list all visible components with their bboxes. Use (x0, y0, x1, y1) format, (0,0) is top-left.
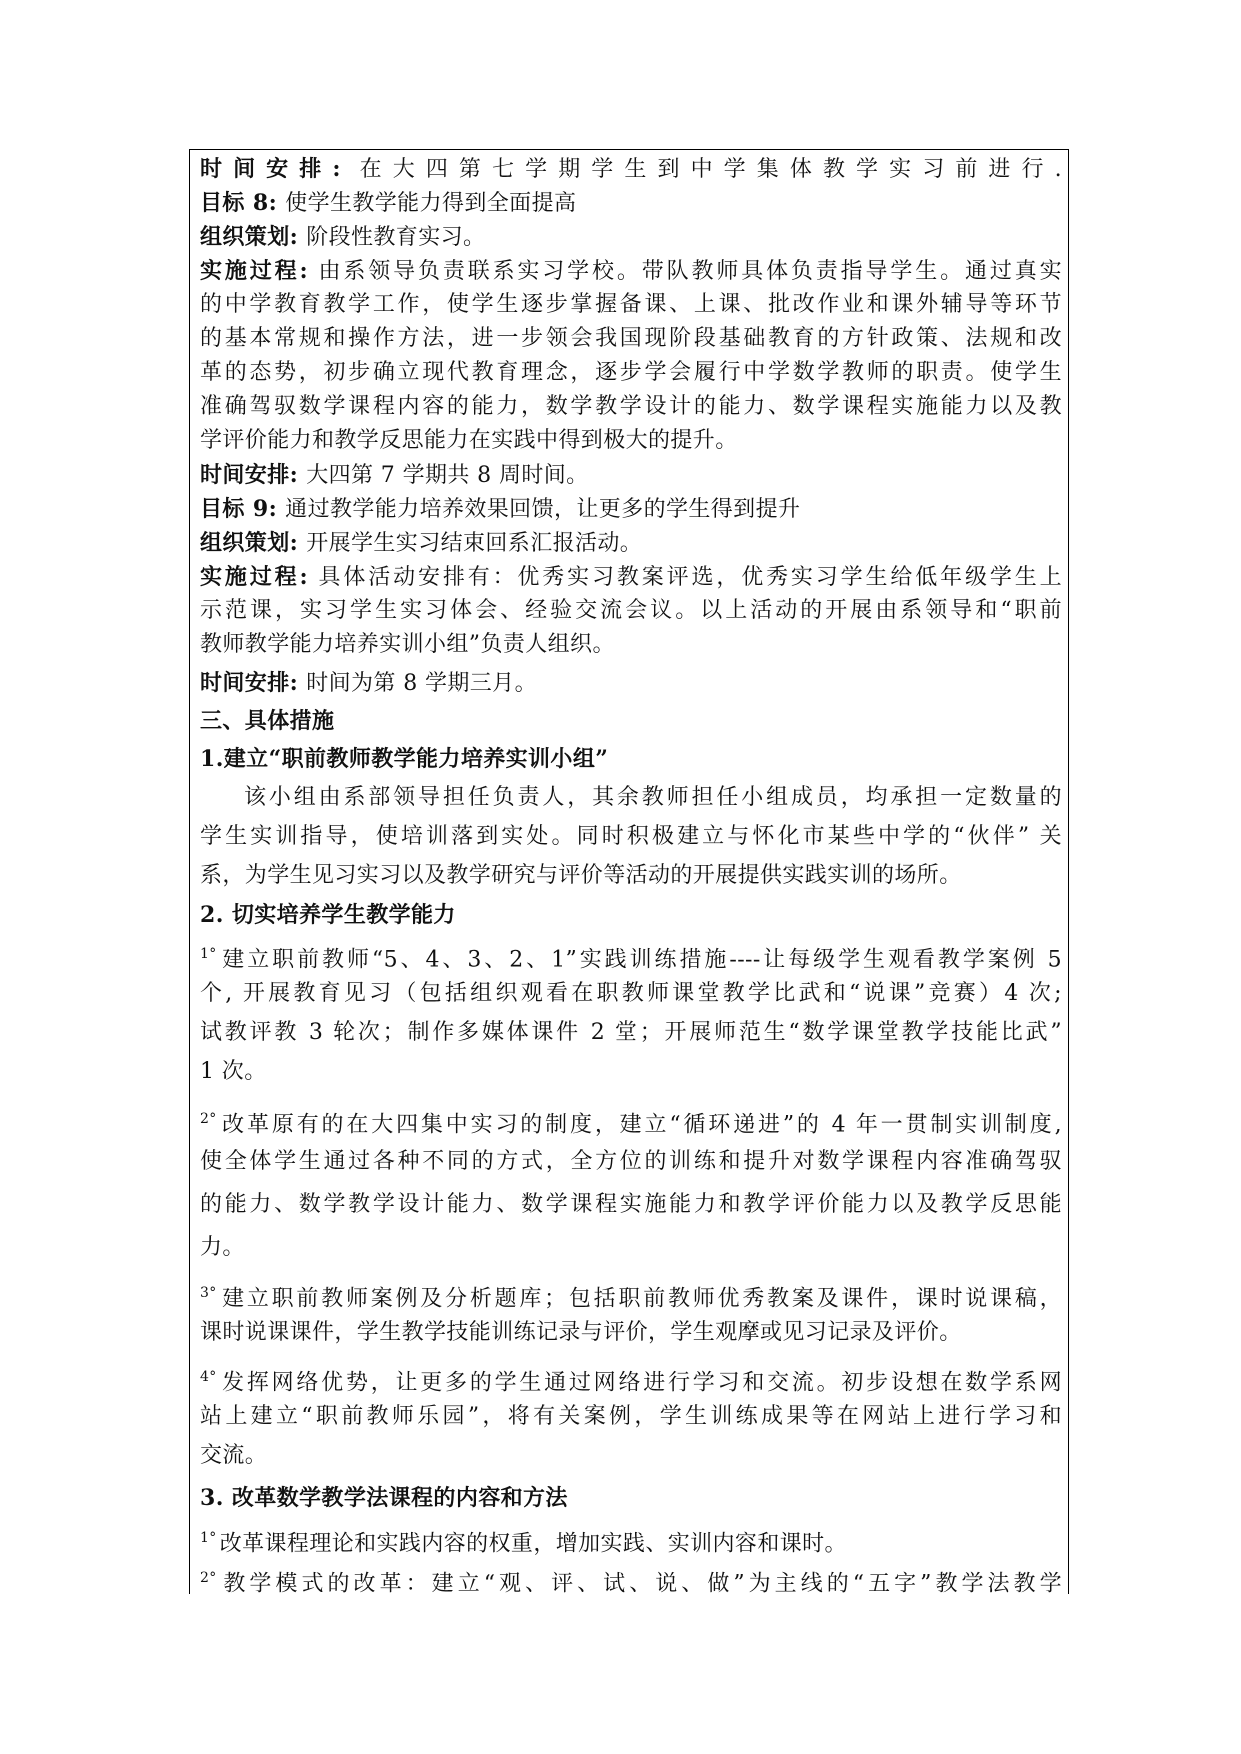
text-line: $^{1^\circ}$ 改革课程理论和实践内容的权重，增加实践、实训内容和课时。 (200, 1530, 847, 1557)
section-heading: 三、具体措施 (200, 708, 335, 734)
text-line: $^{3^\circ}$ 建立职前教师案例及分析题库；包括职前教师优秀教案及课件，课时说课稿， (200, 1285, 1062, 1312)
text-line: 的能力、数学教学设计能力、数学课程实施能力和教学评价能力以及教学反思能 (200, 1192, 1062, 1217)
text-line: 站上建立“职前教师乐园”，将有关案例，学生训练成果等在网站上进行学习和 (200, 1404, 1062, 1429)
text-line: 1 次。 (200, 1059, 267, 1084)
text-line: 学生实训指导，使培训落到实处。同时积极建立与怀化市某些中学的“伙伴” 关 (200, 824, 1062, 849)
text-line: 准确驾驭数学课程内容的能力，数学教学设计的能力、数学课程实施能力以及教 (200, 394, 1062, 419)
text-line: 交流。 (200, 1443, 268, 1468)
text-line: 学评价能力和教学反思能力在实践中得到极大的提升。 (200, 428, 738, 453)
text-line: 该小组由系部领导担任负责人，其余教师担任小组成员，均承担一定数量的 (244, 785, 1062, 810)
text-line: $^{1^\circ}$ 建立职前教师“5、4、3、2、1”实践训练措施----让每级学生观看教学案例 5 (200, 946, 1062, 973)
text-line: 示范课，实习学生实习体会、经验交流会议。以上活动的开展由系领导和“职前 (200, 598, 1062, 623)
section-heading: 1.建立“职前教师教学能力培养实训小组” (200, 746, 609, 772)
text-line: 试教评教 3 轮次；制作多媒体课件 2 堂；开展师范生“数学课堂教学技能比武” (200, 1020, 1062, 1045)
text-line: 教师教学能力培养实训小组”负责人组织。 (200, 632, 615, 657)
text-line: 组织策划: 开展学生实习结束回系汇报活动。 (200, 530, 643, 556)
text-line: 力。 (200, 1235, 245, 1260)
text-line: 实施过程: 具体活动安排有：优秀实习教案评选，优秀实习学生给低年级学生上 (200, 564, 1062, 590)
text-line: 时间安排: 在大四第七学期学生到中学集体教学实习前进行. (200, 156, 1062, 182)
text-line: 个, 开展教育见习（包括组织观看在职教师课堂教学比武和“说课”竞赛）4 次; (200, 981, 1062, 1006)
text-line: 组织策划: 阶段性教育实习。 (200, 224, 486, 250)
text-line: 使全体学生通过各种不同的方式，全方位的训练和提升对数学课程内容准确驾驭 (200, 1149, 1062, 1174)
text-line: $^{4^\circ}$ 发挥网络优势，让更多的学生通过网络进行学习和交流。初步设想在数学系网 (200, 1369, 1062, 1396)
text-line: 系，为学生见习实习以及教学研究与评价等活动的开展提供实践实训的场所。 (200, 863, 962, 888)
text-line: 课时说课课件，学生教学技能训练记录与评价，学生观摩或见习记录及评价。 (200, 1320, 962, 1345)
text-line: 的基本常规和操作方法，进一步领会我国现阶段基础教育的方针政策、法规和改 (200, 326, 1062, 351)
text-line: 的中学教育教学工作，使学生逐步掌握备课、上课、批改作业和课外辅导等环节 (200, 292, 1062, 317)
section-heading: 2. 切实培养学生教学能力 (200, 902, 456, 928)
section-heading: 3. 改革数学教学法课程的内容和方法 (200, 1485, 568, 1511)
text-line: 时间安排: 大四第 7 学期共 8 周时间。 (200, 462, 589, 488)
text-line: $^{2^\circ}$ 教学模式的改革：建立“观、评、试、说、做”为主线的“五字”教学法教学 (200, 1570, 1062, 1597)
text-line: 目标 9: 通过教学能力培养效果回馈，让更多的学生得到提升 (200, 496, 801, 522)
text-line: 实施过程: 由系领导负责联系实习学校。带队教师具体负责指导学生。通过真实 (200, 258, 1062, 284)
text-line: 时间安排: 时间为第 8 学期三月。 (200, 670, 537, 696)
text-line: $^{2^\circ}$ 改革原有的在大四集中实习的制度，建立“循环递进”的 4 年一贯制实训制度, (200, 1111, 1062, 1138)
text-line: 目标 8: 使学生教学能力得到全面提高 (200, 190, 577, 216)
text-line: 革的态势，初步确立现代教育理念，逐步学会履行中学数学教师的职责。使学生 (200, 360, 1062, 385)
